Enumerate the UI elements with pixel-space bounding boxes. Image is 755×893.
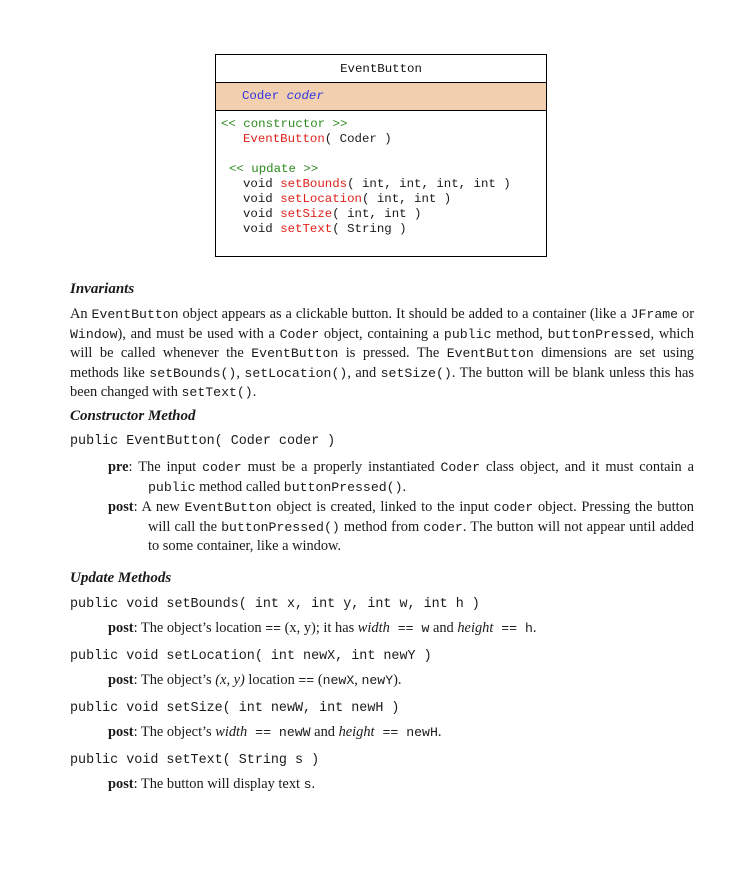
setlocation-postcondition: post: The object’s (x, y) location == (newX, newY). — [108, 672, 402, 688]
uml-class-name: EventButton — [216, 55, 546, 83]
uml-class-diagram — [215, 54, 547, 257]
invariants-paragraph: An EventButton object appears as a clickable button. It should be added to a container (like a JFrame or Window), and must be used with a Coder object, containing a public method, buttonPressed, which will be called whenever the EventButton is pressed. The EventButton dimensions are set using methods like setBounds(), setLocation(), and setSize(). The button will be blank unless this has been changed with setText(). — [70, 306, 695, 400]
invariants-heading: Invariants — [70, 281, 135, 297]
uml-operations — [216, 111, 546, 237]
constructor-postcondition: post: A new EventButton object is created, linked to the input coder object. Pressing the button will call the buttonPressed() method from coder. The button will not appear until added to some container, like a window. — [108, 499, 695, 554]
setsize-postcondition: post: The object’s width == newW and height == newH. — [108, 724, 442, 740]
settext-postcondition: post: The button will display text s. — [108, 776, 316, 792]
constructor-heading: Constructor Method — [70, 408, 196, 424]
uml-method: void setSize( int, int ) — [243, 207, 422, 221]
uml-constructor: EventButton( Coder ) — [243, 132, 392, 146]
setbounds-postcondition: post: The object’s location == (x, y); it has width == w and height == h. — [108, 620, 537, 636]
uml-attribute: Coder coder — [216, 83, 546, 111]
uml-method: void setText( String ) — [243, 222, 407, 236]
constructor-precondition: pre: The input coder must be a properly instantiated Coder class object, and it must contain a public method called buttonPressed(). — [108, 459, 694, 495]
setbounds-signature: public void setBounds( int x, int y, int w, int h ) — [70, 597, 480, 612]
setsize-signature: public void setSize( int newW, int newH ) — [70, 701, 400, 716]
uml-method: void setLocation( int, int ) — [243, 192, 452, 206]
constructor-signature: public EventButton( Coder coder ) — [70, 434, 336, 449]
update-methods-heading: Update Methods — [70, 570, 172, 586]
uml-constructor-stereotype: << constructor >> — [221, 117, 348, 131]
uml-update-stereotype: << update >> — [229, 162, 319, 176]
setlocation-signature: public void setLocation( int newX, int newY ) — [70, 649, 432, 664]
settext-signature: public void setText( String s ) — [70, 753, 320, 768]
uml-method: void setBounds( int, int, int, int ) — [243, 177, 511, 191]
